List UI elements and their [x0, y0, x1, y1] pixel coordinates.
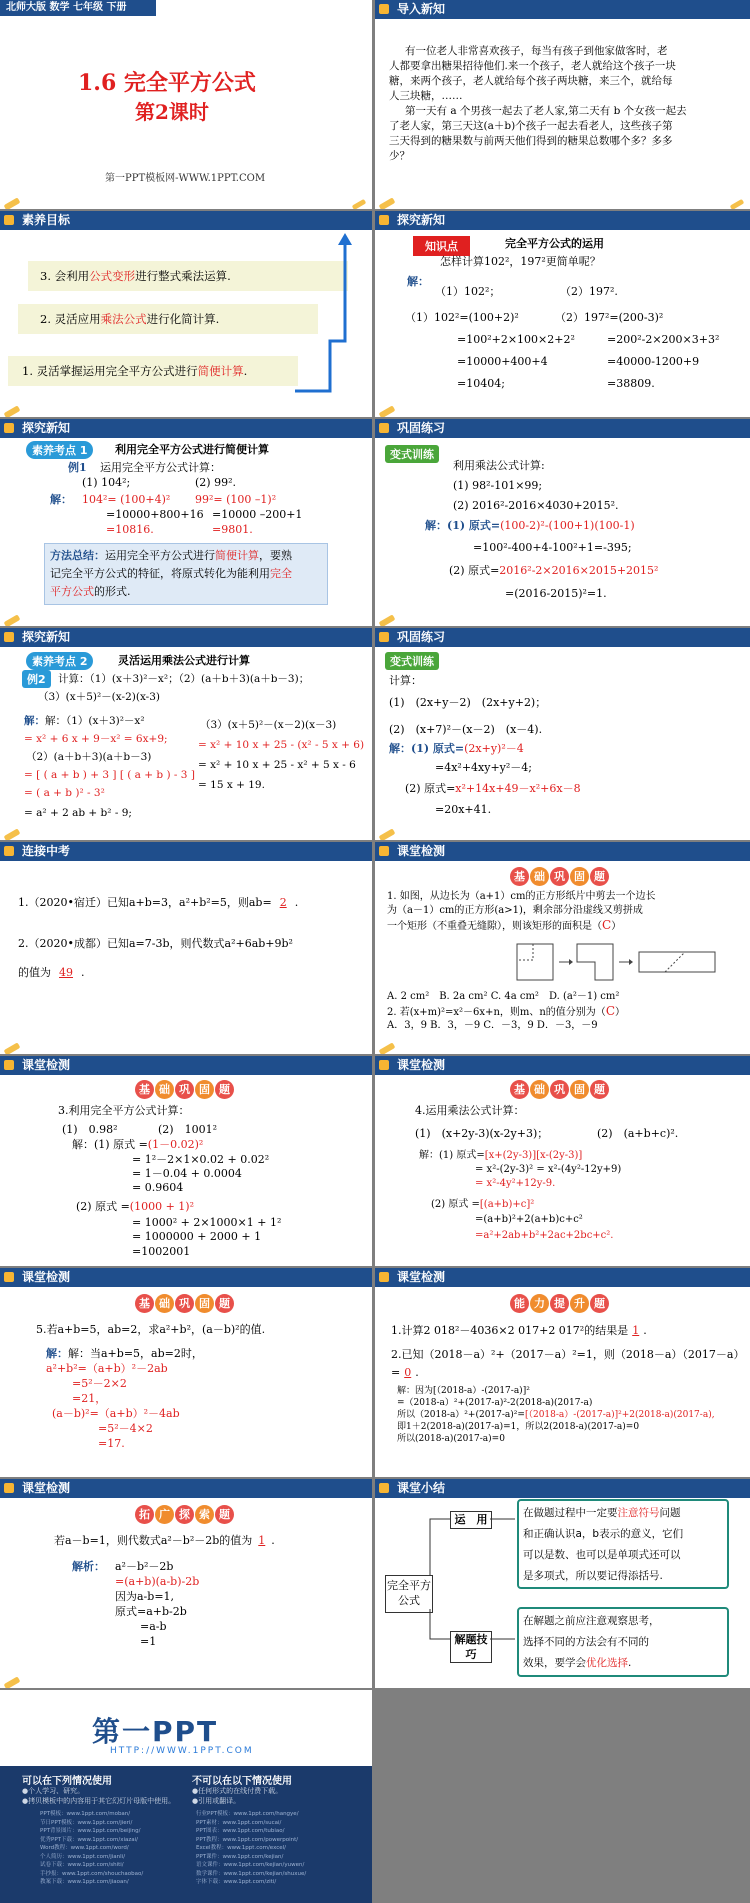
step: =10000+400+4	[457, 355, 548, 368]
step: =a²+2ab+b²+2ac+2bc+c².	[475, 1230, 614, 1241]
question: 1.计算2 018²－4036×2 017+2 017²的结果是 1 .	[391, 1324, 647, 1337]
summary-use: 运 用	[450, 1511, 492, 1529]
link-item[interactable]: 个人简历：www.1ppt.com/jianli/	[40, 1853, 126, 1860]
header-tag-icon	[4, 1483, 14, 1493]
options: A．3，9 B．3，－9 C．－3，9 D．－3，－9	[387, 1020, 598, 1031]
step: =10404;	[457, 377, 505, 390]
question-line: 为（a－1）cm的正方形(a>1)，剩余部分沿虚线又剪拼成	[387, 905, 643, 916]
slide-knowledge	[375, 211, 750, 417]
chip: 础	[530, 1080, 549, 1099]
can-title: 可以在下列情况使用	[22, 1776, 112, 1787]
step: =200²-2×200×3+3²	[607, 333, 720, 346]
use-line: 是多项式，所以要记得添括号.	[523, 1570, 663, 1582]
step: 原式=a+b-2b	[115, 1605, 187, 1618]
intro-line: 三天得到的糖果数与前两天他们得到的糖果总数哪个多？多多	[389, 135, 673, 147]
header-tag-icon	[379, 1060, 389, 1070]
step: =4x²+4xy+y²－4;	[435, 761, 533, 774]
link-item[interactable]: 字体下载：www.1ppt.com/ziti/	[196, 1879, 277, 1885]
pencil-icon	[379, 1042, 396, 1054]
slide-test2	[0, 1056, 372, 1266]
chip: 索	[195, 1505, 214, 1524]
goal-2: 2. 灵活应用乘法公式进行化简计算.	[40, 312, 220, 326]
skill-badge: 素养考点 2	[26, 652, 93, 670]
variant-badge: 变式训练	[385, 652, 439, 670]
chip: 础	[155, 1294, 174, 1313]
chip: 础	[530, 867, 549, 886]
chip: 能	[510, 1294, 529, 1313]
slide-header: 探究新知	[0, 628, 372, 647]
step: a²－b²－2b	[115, 1560, 174, 1573]
part: (2) 2016²-2016×4030+2015².	[453, 499, 619, 512]
question: = 0 .	[391, 1366, 419, 1379]
step: =10000 –200+1	[212, 508, 303, 521]
step: = x² + 10 x + 25 - (x² - 5 x + 6)	[198, 739, 365, 751]
step: = ( a + b )² - 3²	[24, 787, 105, 799]
summary-line: 平方公式的形式.	[50, 585, 131, 598]
intro-line: 第一天有 a 个男孩一起去了老人家,第二天有 b 个女孩一起去	[405, 105, 687, 117]
pencil-icon	[4, 828, 21, 840]
step: = a² + 2 ab + b² - 9;	[24, 807, 132, 819]
part: (1) (2x+y－2) (2x+y+2)；	[389, 696, 547, 709]
link-item[interactable]: 优秀PPT下载：www.1ppt.com/xiazai/	[40, 1836, 139, 1843]
trick-line: 选择不同的方法会有不同的	[523, 1636, 649, 1648]
step: =10000+800+16	[106, 508, 204, 521]
part: (2) 99².	[195, 476, 236, 489]
part: （2）197².	[560, 285, 618, 298]
step: =21，	[72, 1392, 107, 1405]
exam-q2: 2.（2020•成都）已知a=7-3b，则代数式a²+6ab+9b²	[18, 937, 293, 950]
chip: 固	[195, 1080, 214, 1099]
step: =10816.	[106, 523, 154, 536]
example-label: 例1	[68, 461, 87, 474]
chip: 提	[550, 1294, 569, 1313]
use-line: 和正确认识a，b表示的意义，它们	[523, 1528, 684, 1540]
slide-example1	[0, 419, 372, 626]
question-line: 1. 如图，从边长为（a+1）cm的正方形纸片中剪去一个边长	[387, 891, 656, 902]
step: = x² + 10 x + 25 - x² + 5 x - 6	[198, 759, 356, 771]
pencil-icon	[4, 1676, 21, 1688]
part: (1) 98²-101×99;	[453, 479, 543, 492]
chip: 基	[135, 1294, 154, 1313]
chip: 基	[510, 1080, 529, 1099]
example-text: （3）(x＋5)²－(x-2)(x-3)	[38, 691, 161, 703]
slide-test4	[0, 1268, 372, 1477]
summary-line: 记完全平方公式的特征，将原式转化为能利用完全	[50, 567, 292, 580]
question: 利用乘法公式计算:	[453, 459, 545, 472]
slide-test3	[375, 1056, 750, 1266]
use-box	[517, 1499, 729, 1589]
chip: 力	[530, 1294, 549, 1313]
slide-header: 课堂检测	[0, 1056, 372, 1075]
slide-goals	[0, 211, 372, 417]
slide-test6	[0, 1479, 372, 1688]
answer: (2) 原式 =(1000 + 1)²	[76, 1200, 194, 1213]
step: =1002001	[132, 1245, 191, 1258]
link-item[interactable]: PPT教程：www.1ppt.com/powerpoint/	[196, 1836, 299, 1843]
header-tag-icon	[379, 846, 389, 856]
chip: 固	[195, 1294, 214, 1313]
answer-label: 解析：	[72, 1560, 105, 1573]
slide-title	[0, 0, 372, 209]
slide-credits	[0, 1690, 372, 1903]
ppt-url: HTTP://WWW.1PPT.COM	[110, 1746, 254, 1756]
link-item[interactable]: 语文课件：www.1ppt.com/kejian/yuwen/	[196, 1862, 305, 1868]
section-chips	[510, 1078, 610, 1099]
knowledge-title: 完全平方公式的运用	[505, 237, 604, 250]
step: 104²= (100+4)²	[82, 493, 171, 506]
slide-header: 课堂检测	[0, 1268, 372, 1287]
answer: 解：解：（1）(x＋3)²－x²	[24, 715, 145, 727]
intro-line: 人三块糖，……	[389, 90, 463, 102]
step: = x²-(2y-3)² = x²-(4y²-12y+9)	[475, 1164, 622, 1175]
chip: 固	[570, 867, 589, 886]
exam-q2-answer: 的值为 49 .	[18, 966, 85, 979]
chip: 题	[590, 867, 609, 886]
pencil-icon	[352, 199, 367, 209]
step: = x²-4y²+12y-9.	[475, 1178, 556, 1189]
step: （3）(x＋5)²－(x－2)(x－3)	[200, 719, 337, 731]
step: =a-b	[140, 1620, 167, 1633]
intro-line: 人都要拿出糖果招待他们.来一个孩子，老人就给这个孩子一块	[389, 60, 676, 72]
step: =17.	[98, 1437, 125, 1450]
pencil-icon	[4, 1042, 21, 1054]
answer: (2) 原式=2016²-2×2016×2015+2015²	[449, 564, 659, 577]
site-name: 第一PPT模板网-WWW.1PPT.COM	[105, 173, 266, 184]
step: =38809.	[607, 377, 655, 390]
slide-test1	[375, 842, 750, 1054]
step: 所以（2018-a）²+(2017-a)²=[（2018-a）-(2017-a)]²+2(2018-a)(2017-a),	[397, 1410, 715, 1420]
slide-exam	[0, 842, 372, 1054]
pencil-icon	[379, 828, 396, 840]
step: (a－b)²=（a+b）²－4ab	[52, 1407, 180, 1420]
step: =(a+b)²+2(a+b)c+c²	[475, 1214, 583, 1225]
summary-center: 完全平方公式	[385, 1575, 433, 1613]
part: (2) (x+7)²－(x－2) (x－4).	[389, 723, 543, 736]
links-right	[196, 1810, 356, 1887]
pencil-icon	[4, 197, 21, 209]
link-item[interactable]: PPT背景图片：www.1ppt.com/beijing/	[40, 1828, 141, 1834]
header-tag-icon	[379, 215, 389, 225]
slide-test5	[375, 1268, 750, 1477]
link-item[interactable]: PPT图表：www.1ppt.com/tubiao/	[196, 1828, 285, 1834]
step: 99²= (100 –1)²	[195, 493, 277, 506]
skill-title: 利用完全平方公式进行简便计算	[115, 443, 269, 456]
chip: 广	[155, 1505, 174, 1524]
goal-3: 3. 会利用公式变形进行整式乘法运算.	[40, 269, 231, 283]
part: (2) 1001²	[158, 1123, 217, 1136]
slide-header: 探究新知	[375, 211, 750, 230]
goal-1: 1. 灵活掌握运用完全平方公式进行简便计算.	[22, 364, 248, 378]
link-item[interactable]: 手抄报：www.1ppt.com/shouchaobao/	[40, 1870, 144, 1877]
chip: 升	[570, 1294, 589, 1313]
chip: 础	[155, 1080, 174, 1099]
ppt-logo: 第一PPT	[92, 1715, 219, 1748]
link-item[interactable]: 教案下载：www.1ppt.com/jiaoan/	[40, 1879, 129, 1885]
part: (1) 0.98²	[62, 1123, 118, 1136]
trick-box	[517, 1607, 729, 1677]
link-item[interactable]: PPT素材：www.1ppt.com/sucai/	[196, 1819, 282, 1826]
pencil-icon	[379, 197, 396, 209]
slide-header: 课堂检测	[375, 1056, 750, 1075]
part: (2) (a+b+c)².	[597, 1127, 679, 1140]
trick-line: 在解题之前应注意观察思考，	[523, 1615, 660, 1627]
question: 5.若a+b=5，ab=2，求a²+b²，(a－b)²的值.	[36, 1323, 266, 1336]
step: a²+b²=（a+b）²－2ab	[46, 1362, 168, 1375]
chip: 固	[570, 1080, 589, 1099]
arrow-up-icon	[290, 231, 370, 401]
chip: 题	[215, 1294, 234, 1313]
answer: 解：解：当a+b=5，ab=2时，	[46, 1347, 203, 1360]
answer-label: 解：	[50, 493, 72, 506]
trick-line: 效果，要学会优化选择.	[523, 1657, 632, 1669]
cannot-line: ●引用或翻译。	[192, 1797, 241, 1805]
example-text: 计算：（1）(x＋3)²－x²；（2）(a＋b＋3)(a＋b－3)；	[58, 673, 310, 685]
header-tag-icon	[4, 1060, 14, 1070]
answer: 解：(1) 原式 =(1－0.02)²	[72, 1138, 204, 1151]
link-item[interactable]: 节日PPT模板：www.1ppt.com/jieri/	[40, 1819, 133, 1826]
variant-badge: 变式训练	[385, 445, 439, 463]
link-item[interactable]: 数学课件：www.1ppt.com/kejian/shuxue/	[196, 1870, 307, 1877]
step: = 1000² + 2×1000×1 + 1²	[132, 1216, 282, 1229]
pencil-icon	[4, 614, 21, 626]
can-line: ●个人学习、研究。	[22, 1787, 85, 1795]
header-tag-icon	[379, 632, 389, 642]
pencil-icon	[4, 405, 21, 417]
chip: 基	[135, 1080, 154, 1099]
step: = 15 x + 19.	[198, 779, 265, 791]
slide-example2	[0, 628, 372, 840]
chip: 题	[590, 1080, 609, 1099]
square-diagram	[515, 940, 720, 986]
part: (1) 104²;	[82, 476, 131, 489]
section-chips	[135, 1503, 235, 1524]
chip: 拓	[135, 1505, 154, 1524]
header-tag-icon	[379, 1272, 389, 1282]
chip: 巩	[175, 1294, 194, 1313]
chip: 题	[590, 1294, 609, 1313]
step: （2）197²=(200-3)²	[555, 311, 664, 324]
chip: 基	[510, 867, 529, 886]
question-line: 2. 若(x+m)²=x²－6x+n，则m、n的值分别为（C）	[387, 1004, 625, 1018]
step: 解：因为[（2018-a）-(2017-a)]²	[397, 1386, 530, 1396]
step: = 1000000 + 2000 + 1	[132, 1230, 262, 1243]
step: =9801.	[212, 523, 253, 536]
lesson-subtitle: 第2课时	[135, 100, 209, 124]
step: =（2018-a）²+(2017-a)²-2(2018-a)(2017-a)	[397, 1398, 593, 1408]
slide-practice2	[375, 628, 750, 840]
answer: (2) 原式=x²+14x+49－x²+6x－8	[405, 782, 581, 795]
lesson-title: 1.6 完全平方公式	[78, 70, 256, 96]
title-banner: 北师大版 数学 七年级 下册	[0, 0, 156, 16]
pencil-icon	[379, 405, 396, 417]
chip: 巩	[550, 1080, 569, 1099]
use-line: 在做题过程中一定要注意符号问题	[523, 1507, 681, 1519]
intro-line: 有一位老人非常喜欢孩子，每当有孩子到他家做客时，老	[405, 45, 668, 57]
header-tag-icon	[4, 1272, 14, 1282]
intro-line: 少？	[389, 150, 410, 162]
question: 3.利用完全平方公式计算：	[58, 1104, 190, 1117]
step: =40000-1200+9	[607, 355, 700, 368]
slide-header: 课堂检测	[0, 1479, 372, 1498]
question: 计算：	[389, 674, 422, 687]
step: = x² + 6 x + 9－x² = 6x+9;	[24, 733, 168, 745]
part: （1）102²；	[435, 285, 501, 298]
example-text: 运用完全平方公式计算：	[100, 461, 221, 474]
answer-label: 解：	[407, 275, 429, 288]
link-item[interactable]: Word教程：www.1ppt.com/word/	[40, 1845, 129, 1851]
question: 4.运用乘法公式计算：	[415, 1104, 525, 1117]
chip: 巩	[175, 1080, 194, 1099]
exam-q1: 1.（2020•宿迁）已知a+b=3，a²+b²=5，则ab= 2 .	[18, 896, 299, 909]
question: 若a－b=1，则代数式a²－b²－2b的值为 1 .	[54, 1534, 275, 1547]
step: 所以(2018-a)(2017-a)=0	[397, 1434, 505, 1444]
slide-header: 巩固练习	[375, 628, 750, 647]
summary-line: 方法总结：运用完全平方公式进行简便计算，要熟	[50, 549, 292, 562]
step: =20x+41.	[435, 803, 492, 816]
step: =5²－2×2	[72, 1377, 127, 1390]
summary-trick: 解题技巧	[450, 1631, 492, 1663]
example-label: 例2	[22, 670, 51, 688]
header-tag-icon	[4, 846, 14, 856]
slide-header: 连接中考	[0, 842, 372, 861]
use-line: 可以是数、也可以是单项式还可以	[523, 1549, 681, 1561]
link-item[interactable]: 行业PPT模板：www.1ppt.com/hangye/	[196, 1811, 299, 1817]
answer: 解：(1) 原式=[x+(2y-3)][x-(2y-3)]	[419, 1150, 583, 1161]
header-tag-icon	[4, 632, 14, 642]
chip: 题	[215, 1505, 234, 1524]
slide-header: 课堂小结	[375, 1479, 750, 1498]
section-chips	[510, 865, 610, 886]
chip: 题	[215, 1080, 234, 1099]
slide-intro	[375, 0, 750, 209]
slide-summary	[375, 1479, 750, 1688]
step: = 0.9604	[132, 1181, 184, 1194]
slide-header: 探究新知	[0, 419, 372, 438]
header-tag-icon	[379, 423, 389, 433]
question: 2.已知（2018－a）²+（2017－a）²=1，则（2018－a）（2017－a）	[391, 1348, 745, 1361]
step: =1	[140, 1635, 157, 1648]
step: 因为a-b=1,	[115, 1590, 175, 1603]
knowledge-tag: 知识点	[413, 236, 470, 256]
slide-header: 课堂检测	[375, 1268, 750, 1287]
options: A. 2 cm² B. 2a cm² C. 4a cm² D. (a²－1) cm²	[387, 991, 620, 1002]
answer: 解：(1) 原式=(2x+y)²－4	[389, 742, 524, 755]
chip: 巩	[550, 867, 569, 886]
step: 即1＋2(2018-a)(2017-a)=1，所以2(2018-a)(2017-a)=0	[397, 1422, 640, 1432]
links-left	[40, 1810, 190, 1887]
answer: (2) 原式 =[(a+b)+c]²	[431, 1199, 535, 1210]
header-tag-icon	[4, 215, 14, 225]
slide-header: 素养目标	[0, 211, 372, 230]
skill-badge: 素养考点 1	[26, 441, 93, 459]
step: （2）(a＋b＋3)(a＋b－3)	[26, 751, 152, 763]
step: （1）102²=(100+2)²	[405, 311, 519, 324]
step: =100²+2×100×2+2²	[457, 333, 575, 346]
can-line: ●拷贝模板中的内容用于其它幻灯片母版中使用。	[22, 1797, 176, 1805]
cannot-title: 不可以在以下情况使用	[192, 1776, 292, 1787]
header-tag-icon	[4, 423, 14, 433]
intro-line: 糖，来两个孩子，老人就给每个孩子两块糖，来三个，就给每	[389, 75, 673, 87]
step: = 1²－2×1×0.02 + 0.02²	[132, 1153, 270, 1166]
link-item[interactable]: 试卷下载：www.1ppt.com/shiti/	[40, 1862, 124, 1868]
pencil-icon	[379, 614, 396, 626]
step: =(2016-2015)²=1.	[505, 587, 607, 600]
step: = 1－0.04 + 0.0004	[132, 1167, 242, 1180]
step: =100²-400+4-100²+1=-395;	[473, 541, 632, 554]
link-item[interactable]: Excel教程：www.1ppt.com/excel/	[196, 1845, 287, 1851]
question: 怎样计算102²，197²更简单呢？	[440, 255, 601, 268]
step: = [ ( a + b ) + 3 ] [ ( a + b ) - 3 ]	[24, 769, 195, 781]
slide-header: 导入新知	[375, 0, 750, 19]
question-line: 一个矩形（不重叠无缝隙），则该矩形的面积是（C）	[387, 918, 622, 932]
skill-title: 灵活运用乘法公式进行计算	[118, 654, 250, 667]
answer: 解：(1) 原式=(100-2)²-(100+1)(100-1)	[425, 519, 635, 532]
part: (1) (x+2y-3)(x-2y+3)；	[415, 1127, 549, 1140]
slide-header: 巩固练习	[375, 419, 750, 438]
step: =5²－4×2	[98, 1422, 153, 1435]
chip: 探	[175, 1505, 194, 1524]
step: =(a+b)(a-b)-2b	[115, 1575, 200, 1588]
header-tag-icon	[379, 4, 389, 14]
pencil-icon	[730, 199, 745, 209]
section-chips	[510, 1292, 610, 1313]
section-chips	[135, 1078, 235, 1099]
cannot-line: ●任何形式的在线付费下载。	[192, 1787, 283, 1795]
slide-practice1	[375, 419, 750, 626]
slide-header: 课堂检测	[375, 842, 750, 861]
intro-line: 了老人家，第三天这(a＋b)个孩子一起去看老人，这些孩子第	[389, 120, 673, 132]
link-item[interactable]: PPT课件：www.1ppt.com/kejian/	[196, 1853, 284, 1860]
section-chips	[135, 1292, 235, 1313]
link-item[interactable]: PPT模板：www.1ppt.com/moban/	[40, 1811, 131, 1817]
